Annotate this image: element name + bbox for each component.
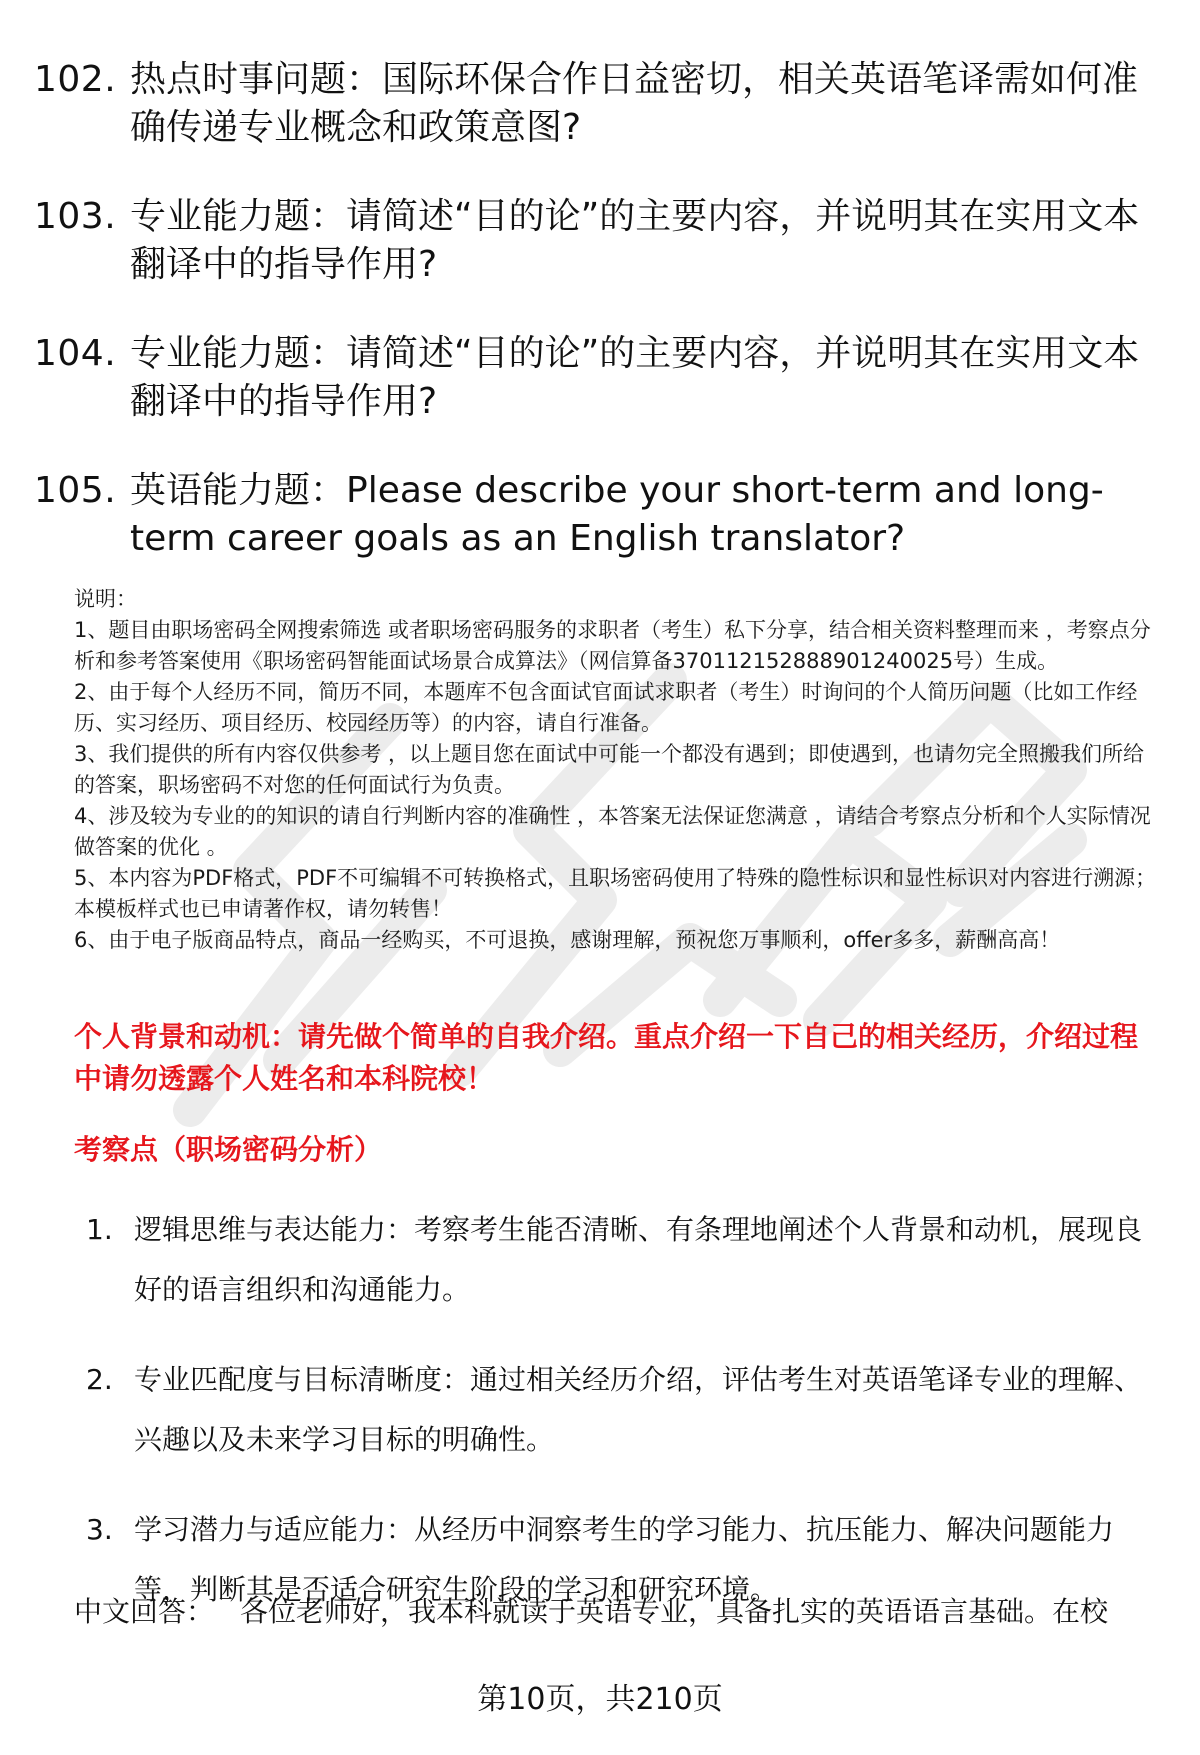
exam-point-number: 3. <box>86 1513 113 1546</box>
question-number: 104. <box>34 333 117 374</box>
question-item <box>34 56 1164 152</box>
exam-point-text: 逻辑思维与表达能力：考察考生能否清晰、有条理地阐述个人背景和动机，展现良好的语言组织和沟通能力。 <box>134 1213 1143 1306</box>
question-text: 专业能力题：请简述“目的论”的主要内容，并说明其在实用文本翻译中的指导作用? <box>130 196 1140 285</box>
question-number: 105. <box>34 470 117 511</box>
question-number: 102. <box>34 59 117 100</box>
topic-heading: 个人背景和动机：请先做个简单的自我介绍。重点介绍一下自己的相关经历，介绍过程中请勿透露个人姓名和本科院校！ <box>74 1020 1139 1095</box>
question-number: 103. <box>34 196 117 237</box>
exam-point-item <box>80 1200 1160 1320</box>
answer-text: 各位老师好，我本科就读于英语专业，具备扎实的英语语言基础。在校 <box>240 1595 1109 1628</box>
note-item: 1、题目由职场密码全网搜索筛选 或者职场密码服务的求职者（考生）私下分享，结合相关资料整理而来 ，考察点分析和参考答案使用《职场密码智能面试场景合成算法》（网信算备370112152888901240025号）生成。 <box>74 618 1151 673</box>
exam-point-item <box>80 1350 1160 1470</box>
notes-block <box>74 584 1160 956</box>
note-item: 5、本内容为PDF格式，PDF不可编辑不可转换格式，且职场密码使用了特殊的隐性标识和显性标识对内容进行溯源；本模板样式也已申请著作权，请勿转售！ <box>74 866 1157 921</box>
exam-points-title: 考察点（职场密码分析） <box>74 1133 383 1166</box>
question-item <box>34 330 1164 426</box>
question-list <box>34 56 1164 604</box>
page-footer: 第10页，共210页 <box>477 1682 723 1717</box>
note-item: 4、涉及较为专业的的知识的请自行判断内容的准确性 ，本答案无法保证您满意 ，请结合考察点分析和个人实际情况做答案的优化 。 <box>74 804 1151 859</box>
exam-point-number: 2. <box>86 1363 113 1396</box>
answer-label: 中文回答： <box>74 1595 215 1628</box>
note-item: 2、由于每个人经历不同，简历不同，本题库不包含面试官面试求职者（考生）时询问的个人简历问题（比如工作经历、实习经历、项目经历、校园经历等）的内容，请自行准备。 <box>74 680 1138 735</box>
exam-point-text: 专业匹配度与目标清晰度：通过相关经历介绍，评估考生对英语笔译专业的理解、兴趣以及未来学习目标的明确性。 <box>134 1363 1143 1456</box>
notes-title: 说明： <box>74 587 137 611</box>
note-item: 3、我们提供的所有内容仅供参考 ，以上题目您在面试中可能一个都没有遇到；即使遇到，也请勿完全照搬我们所给的答案，职场密码不对您的任何面试行为负责。 <box>74 742 1145 797</box>
question-text: 专业能力题：请简述“目的论”的主要内容，并说明其在实用文本翻译中的指导作用? <box>130 333 1140 422</box>
exam-point-number: 1. <box>86 1213 113 1246</box>
exam-points-list <box>80 1200 1160 1650</box>
answer-line <box>74 1592 1174 1632</box>
question-item <box>34 193 1164 289</box>
exam-point-text: 学习潜力与适应能力：从经历中洞察考生的学习能力、抗压能力、解决问题能力等，判断其是否适合研究生阶段的学习和研究环境。 <box>134 1513 1115 1606</box>
question-item <box>34 467 1164 563</box>
note-item: 6、由于电子版商品特点，商品一经购买，不可退换，感谢理解，预祝您万事顺利，offer多多，薪酬高高！ <box>74 928 1061 952</box>
question-text: 热点时事问题：国际环保合作日益密切，相关英语笔译需如何准确传递专业概念和政策意图? <box>130 59 1139 148</box>
question-text: 英语能力题：Please describe your short-term and long-term career goals as an English translator? <box>130 470 1104 559</box>
